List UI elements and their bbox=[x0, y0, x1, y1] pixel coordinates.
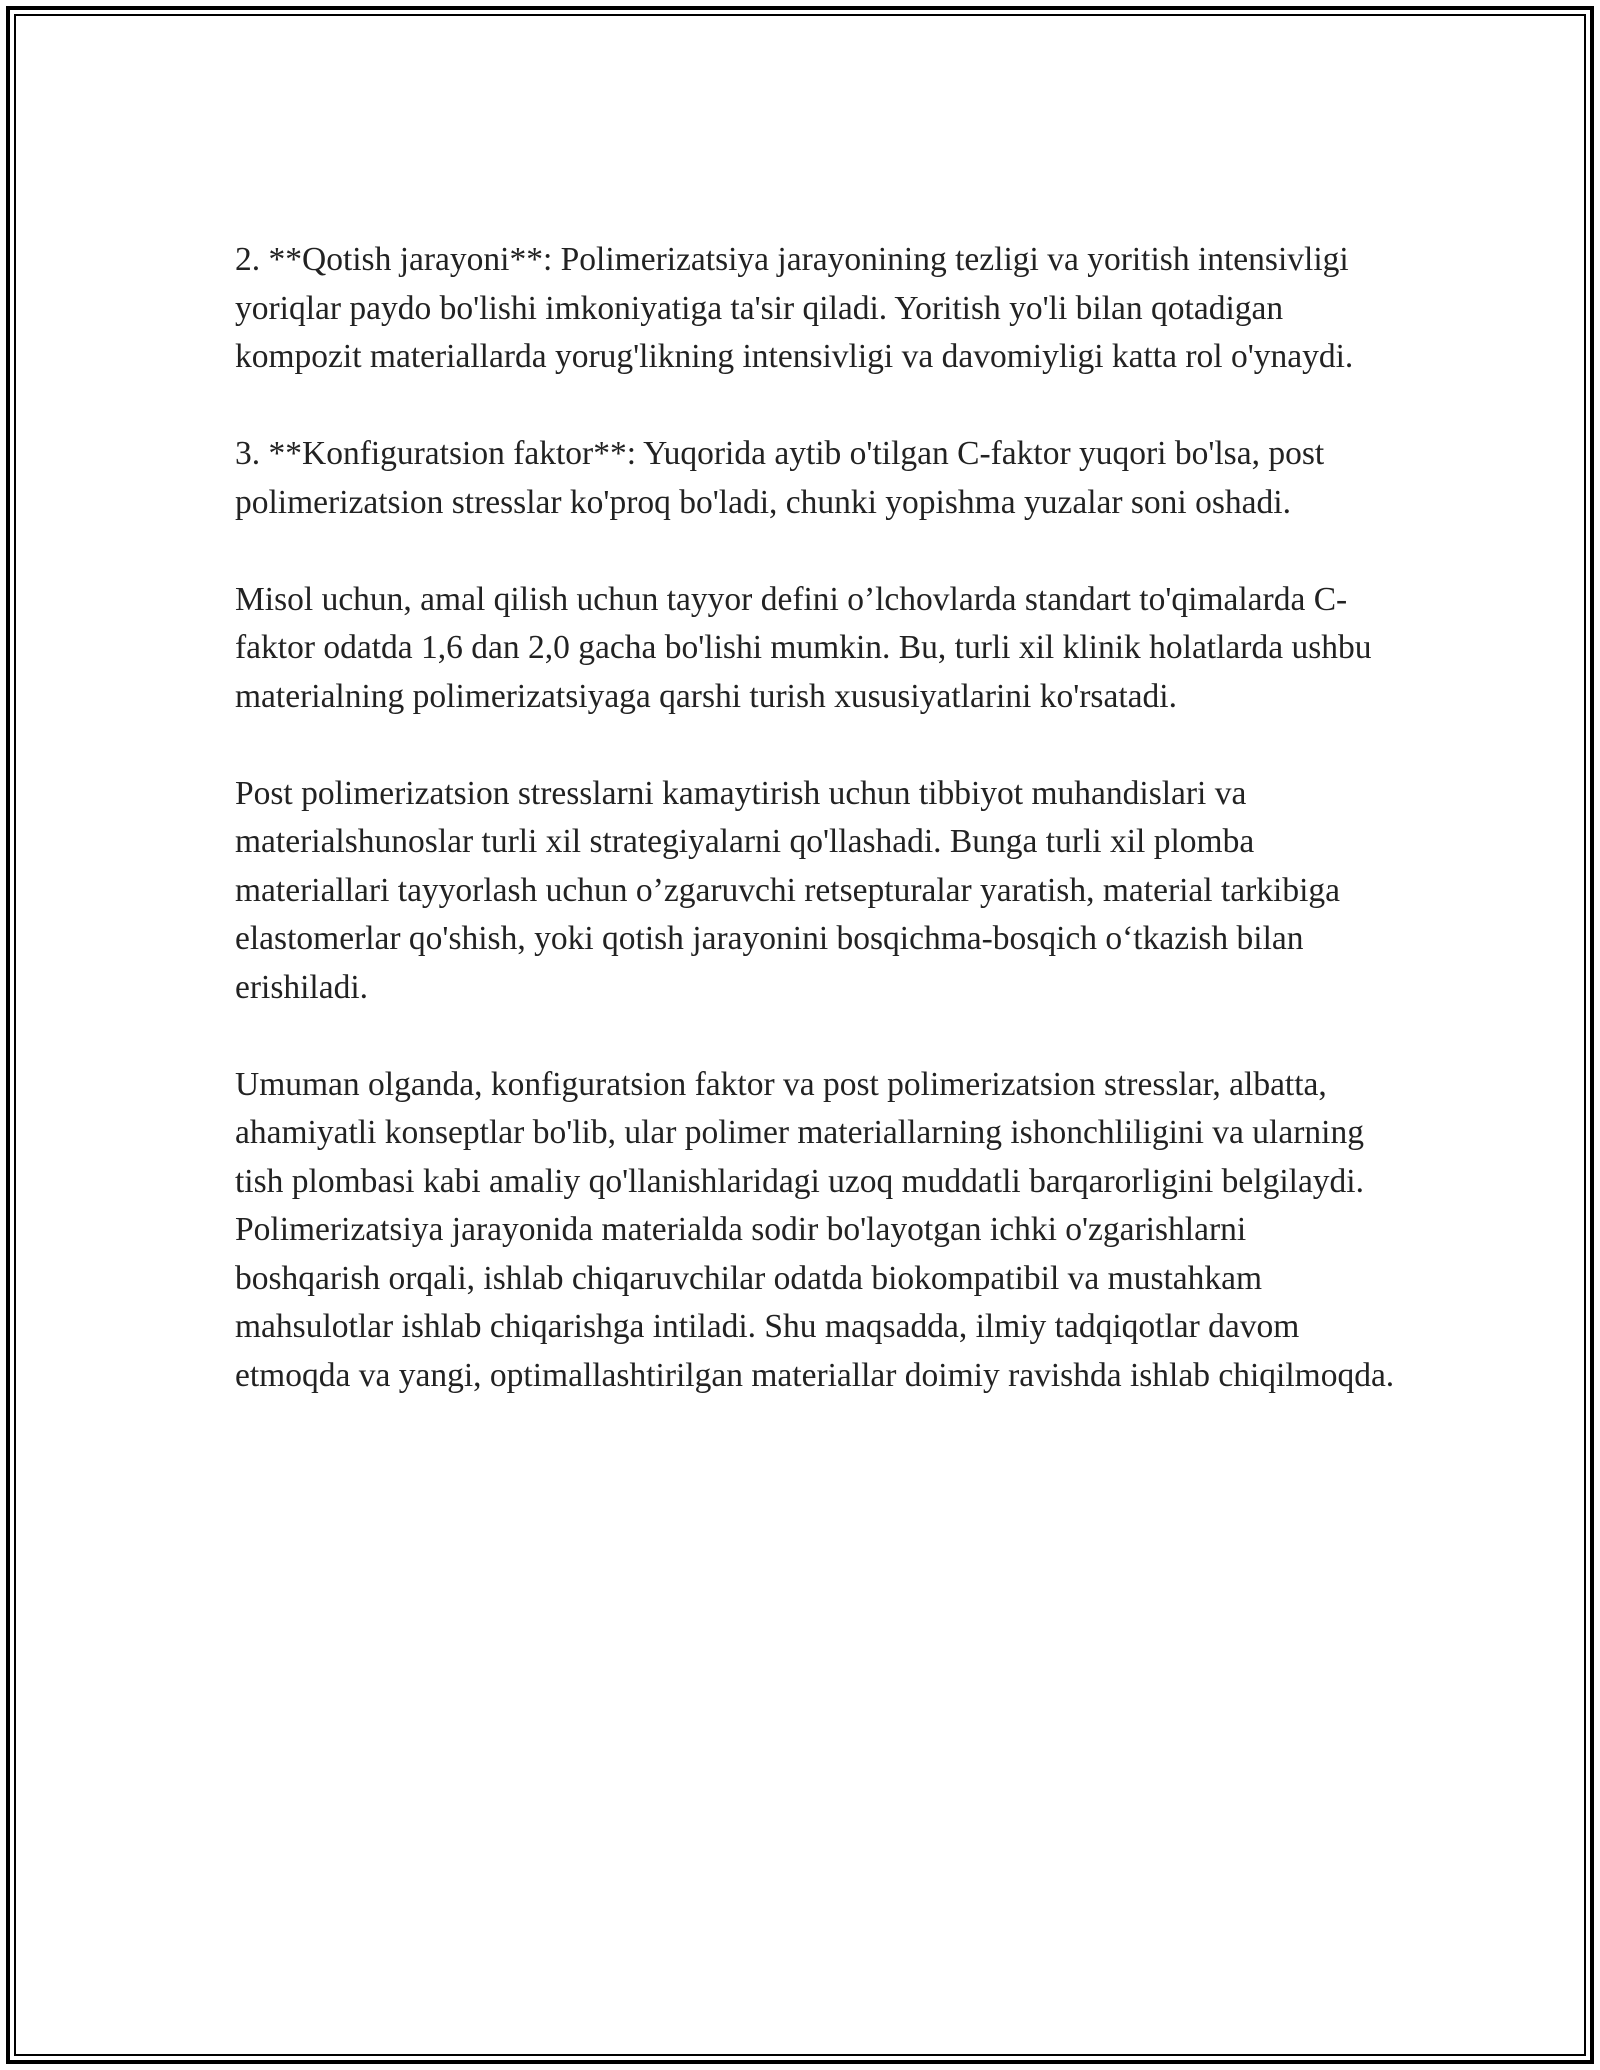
paragraph-configuration-factor: 3. **Konfiguratsion faktor**: Yuqorida aytib o'tilgan C-faktor yuqori bo'lsa, post polimerizatsion stresslar ko'proq bo'ladi, chunki yopishma yuzalar soni oshadi. bbox=[235, 435, 1325, 521]
paragraph-example: Misol uchun, amal qilish uchun tayyor defini o’lchovlarda standart to'qimalarda C-faktor odatda 1,6 dan 2,0 gacha bo'lishi mumkin. Bu, turli xil klinik holatlarda ushbu materialning polimerizatsiyaga qarshi turish xususiyatlarini ko'rsatadi. bbox=[235, 580, 1372, 715]
paragraph-stress-reduction: Post polimerizatsion stresslarni kamaytirish uchun tibbiyot muhandislari va materialshunoslar turli xil strategiyalarni qo'llashadi. Bunga turli xil plomba materiallari tayyorlash uchun o’zgaruvchi retsepturalar yaratish, material tarkibiga elastomerlar qo'shish, yoki qotish jarayonini bosqichma-bosqich o‘tkazish bilan erishiladi. bbox=[235, 774, 1341, 1006]
document-body bbox=[235, 236, 1395, 1449]
paragraph-curing-process: 2. **Qotish jarayoni**: Polimerizatsiya jarayonining tezligi va yoritish intensivligi yoriqlar paydo bo'lishi imkoniyatiga ta'sir qiladi. Yoritish yo'li bilan qotadigan kompozit materiallarda yorug'likning intensivligi va davomiyligi katta rol o'ynaydi. bbox=[235, 241, 1354, 375]
paragraph-conclusion: Umuman olganda, konfiguratsion faktor va post polimerizatsion stresslar, albatta, ahamiyatli konseptlar bo'lib, ular polimer materiallarning ishonchliligini va ularning tish plombasi kabi amaliy qo'llanishlaridagi uzoq muddatli barqarorligini belgilaydi. Polimerizatsiya jarayonida materialda sodir bo'layotgan ichki o'zgarishlarni boshqarish orqali, ishlab chiqaruvchilar odatda biokompatibil va mustahkam mahsulotlar ishlab chiqarishga intiladi. Shu maqsadda, ilmiy tadqiqotlar davom etmoqda va yangi, optimallashtirilgan materiallar doimiy ravishda ishlab chiqilmoqda. bbox=[235, 1065, 1395, 1394]
